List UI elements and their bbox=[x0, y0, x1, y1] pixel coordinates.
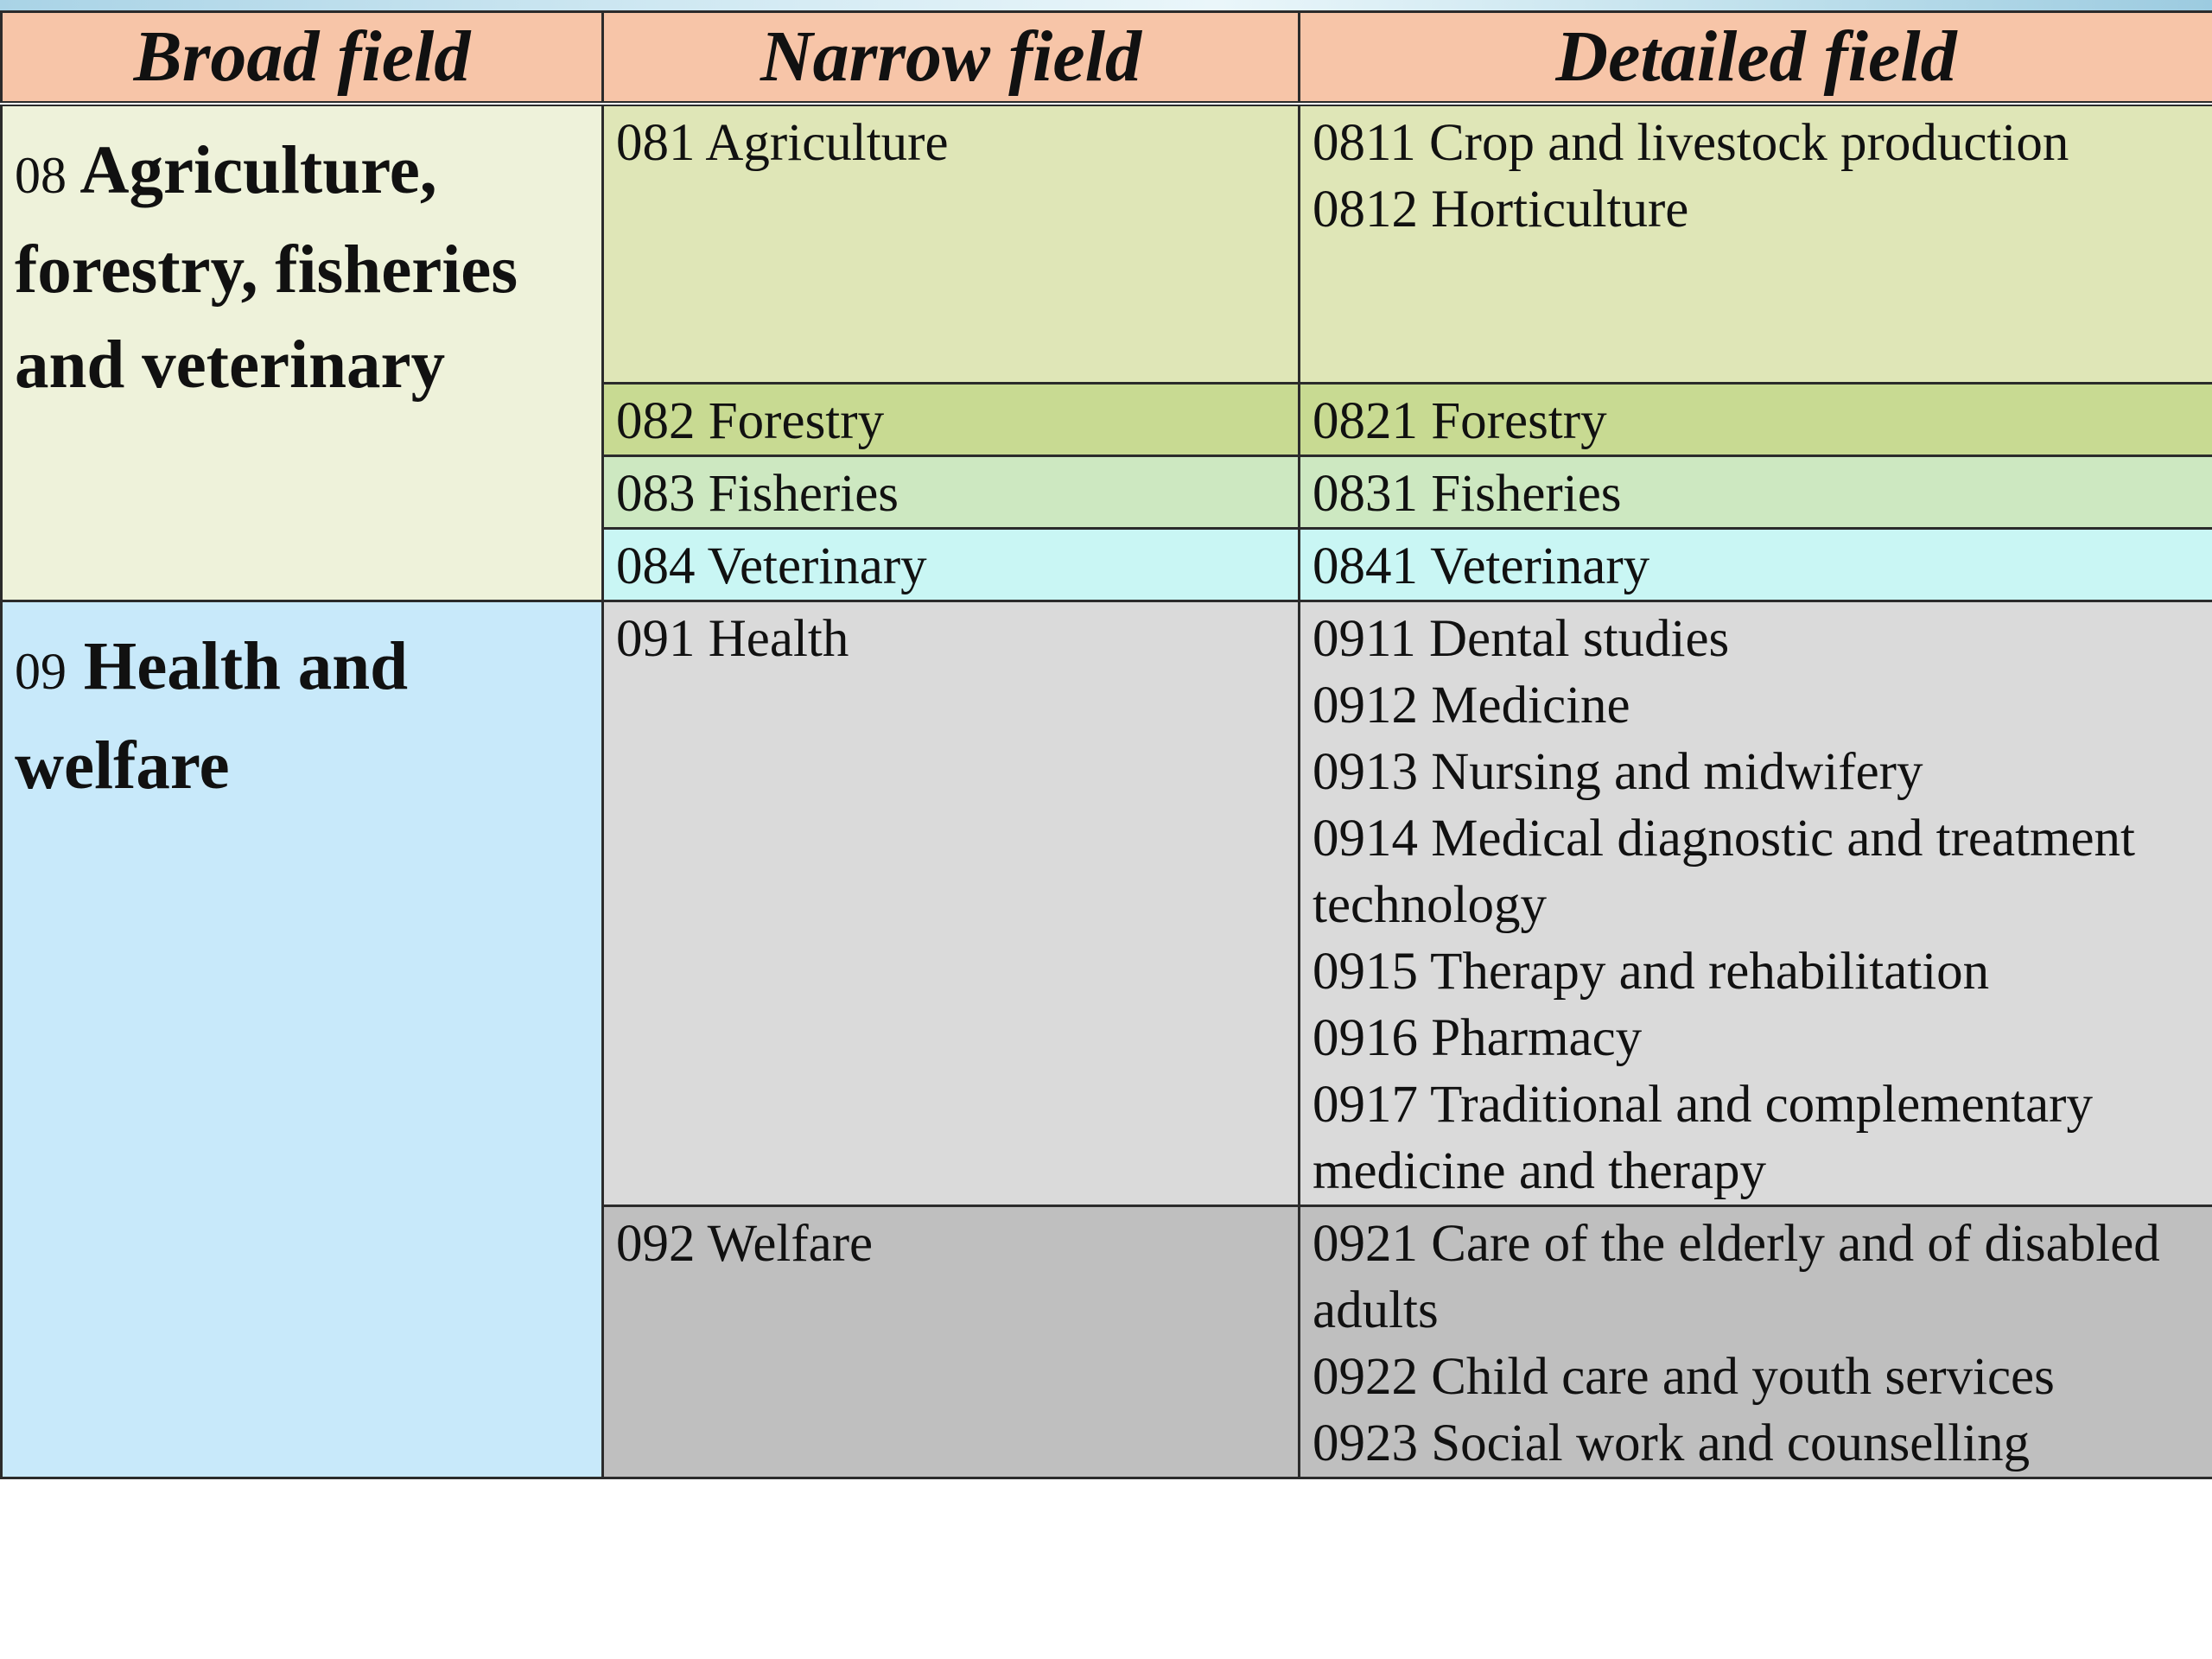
detailed-field-item: 0923 Social work and counselling bbox=[1313, 1414, 2031, 1472]
broad-field-label: Health and welfare bbox=[15, 629, 409, 804]
detailed-field-cell bbox=[1300, 1206, 2212, 1478]
narrow-field-cell: 084 Veterinary bbox=[603, 529, 1300, 601]
narrow-field-cell: 091 Health bbox=[603, 601, 1300, 1206]
narrow-field-cell: 083 Fisheries bbox=[603, 456, 1300, 529]
detailed-field-item: 0917 Traditional and complementary medicine and therapy bbox=[1313, 1076, 2093, 1200]
table-row bbox=[2, 104, 2212, 384]
detailed-field-cell bbox=[1300, 384, 2212, 456]
detailed-field-item: 0921 Care of the elderly and of disabled adults bbox=[1313, 1215, 2160, 1339]
broad-field-cell bbox=[2, 104, 603, 601]
detailed-field-item: 0912 Medicine bbox=[1313, 677, 1630, 734]
narrow-field-cell: 081 Agriculture bbox=[603, 104, 1300, 384]
detailed-field-cell bbox=[1300, 529, 2212, 601]
broad-field-code: 09 bbox=[15, 643, 67, 700]
header-broad-field: Broad field bbox=[2, 12, 603, 105]
isced-fields-table bbox=[0, 10, 2212, 1479]
detailed-field-cell bbox=[1300, 104, 2212, 384]
detailed-field-item: 0915 Therapy and rehabilitation bbox=[1313, 943, 1990, 1001]
table-header-row bbox=[2, 12, 2212, 105]
header-narrow-field: Narrow field bbox=[603, 12, 1300, 105]
detailed-field-cell bbox=[1300, 456, 2212, 529]
table-row bbox=[2, 601, 2212, 1206]
detailed-field-item: 0916 Pharmacy bbox=[1313, 1009, 1643, 1067]
broad-field-code: 08 bbox=[15, 147, 67, 204]
detailed-field-item: 0811 Crop and livestock production bbox=[1313, 114, 2069, 172]
detailed-field-item: 0911 Dental studies bbox=[1313, 610, 1730, 668]
detailed-field-item: 0812 Horticulture bbox=[1313, 181, 1689, 238]
header-detailed-field: Detailed field bbox=[1300, 12, 2212, 105]
detailed-field-item: 0831 Fisheries bbox=[1313, 465, 1622, 523]
narrow-field-cell: 082 Forestry bbox=[603, 384, 1300, 456]
narrow-field-cell: 092 Welfare bbox=[603, 1206, 1300, 1478]
detailed-field-item: 0913 Nursing and midwifery bbox=[1313, 743, 1923, 801]
detailed-field-item: 0914 Medical diagnostic and treatment technology bbox=[1313, 810, 2135, 934]
detailed-field-cell bbox=[1300, 601, 2212, 1206]
detailed-field-item: 0841 Veterinary bbox=[1313, 537, 1650, 595]
detailed-field-item: 0821 Forestry bbox=[1313, 392, 1607, 450]
broad-field-label: Agriculture, forestry, fisheries and veterinary bbox=[15, 133, 518, 403]
detailed-field-item: 0922 Child care and youth services bbox=[1313, 1348, 2055, 1406]
broad-field-cell bbox=[2, 601, 603, 1478]
